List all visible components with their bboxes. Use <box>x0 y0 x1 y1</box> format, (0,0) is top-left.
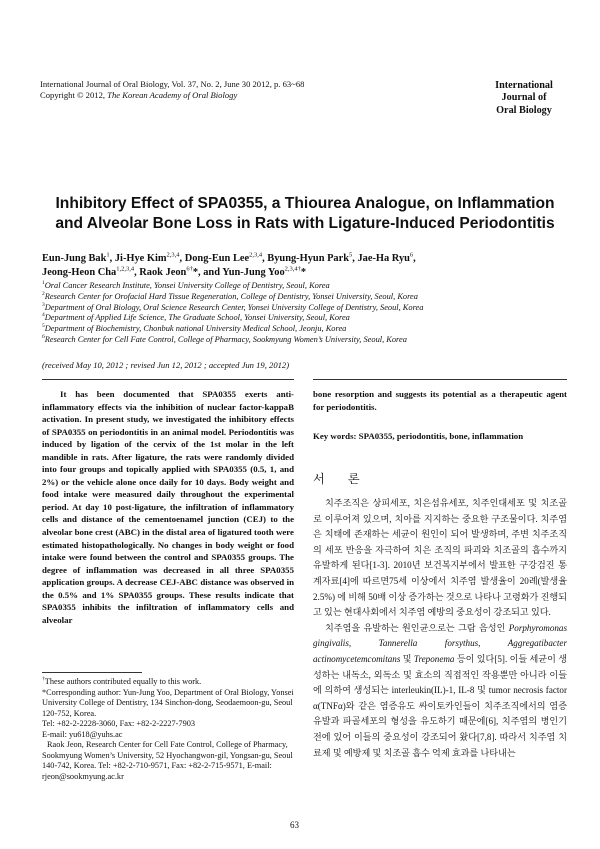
paper-title: Inhibitory Effect of SPA0355, a Thiourea Analogue, on Inflammation and Alveolar Bone Loss in Rats with Ligature-Induced Periodontitis <box>55 195 555 232</box>
affiliation <box>42 281 572 292</box>
body-p2-text-b: 및 <box>400 653 414 664</box>
section-heading: 서 론 <box>313 472 370 486</box>
footnote-email: E-mail: yu618@yuhs.ac <box>42 729 123 739</box>
footnote-corresponding: *Corresponding author: Yun-Jung Yoo, Department of Oral Biology, Yonsei University College of Dentistry, 134 Sinchon-dong, Seodaemoon-gu, Seoul 120-752, Korea. <box>42 687 294 718</box>
abstract-right: bone resorption and suggests its potential as a therapeutic agent for periodontitis. <box>313 389 567 412</box>
page-number: 63 <box>290 820 299 830</box>
journal-box-line-3: Oral Biology <box>496 104 552 116</box>
affiliation-text: Department of Applied Life Science, The Graduate School, Yonsei University, Seoul, Korea <box>44 313 350 323</box>
body-p2-text-a: 치주염을 유발하는 원인균으로는 그람 음성인 <box>325 622 509 633</box>
bacteria-species-2: Treponema <box>413 653 455 664</box>
author-name: Jeong-Heon Cha <box>42 266 117 278</box>
author-sup: 1,2,3,4 <box>116 265 135 273</box>
citation-line: International Journal of Oral Biology, Vol. 37, No. 2, June 30 2012, p. 63~68 <box>40 79 305 89</box>
copyright-line <box>40 90 460 101</box>
abstract-left <box>42 388 294 626</box>
body-p2-text-c: 등이 있다[5]. 이들 세균이 생성하는 내독소, 외독소 및 효소의 직접적인 작용뿐만 아니라 이들에 의하여 생성되는 interleukin(IL)-1, IL-8 및 tumor necrosis factor α(TNFα)와 같은 염증유도 싸이토카인들이 치주조직에서의 염증 유발과 파골세포의 형성을 유도하기 때문에[6], 치주염의 병인기전에 있어 이들의 중요성이 강조되어 왔다[7,8]. 따라서 치주염 치료제 및 예방제 및 치조골 흡수 억제 효과를 나타내는 <box>313 653 567 758</box>
affiliation-text: Oral Cancer Research Institute, Yonsei University College of Dentistry, Seoul, Korea <box>44 281 330 290</box>
author-sup: 2,3,4† <box>284 265 301 273</box>
body-paragraph-2 <box>313 621 567 761</box>
footnote-equal-contribution <box>42 677 296 688</box>
body-paragraph-1 <box>313 496 567 621</box>
journal-name-box <box>482 80 566 117</box>
affiliation <box>42 335 572 346</box>
author-sup: 2,3,4 <box>249 251 263 259</box>
received-dates: (received May 10, 2012 ; revised Jun 12, 2012 ; accepted Jun 19, 2012) <box>42 360 290 370</box>
author-sup: 5 <box>349 251 353 259</box>
abstract-divider-right <box>313 379 567 380</box>
affiliation-sup: 4 <box>42 312 45 319</box>
footnote-jeon: Raok Jeon, Research Center for Cell Fate Control, College of Pharmacy, Sookmyung Women’s University, 52 Hyochangwon-gil, Yongsan-gu, Seoul 140-742, Korea. Tel: +82-2-710-9571, Fax: +82-2-715-9571, E-mail: rjeon@sookmyung.ac.kr <box>42 740 293 781</box>
affiliation <box>42 292 572 303</box>
author-sup: 2,3,4 <box>166 251 180 259</box>
abstract-divider-left <box>42 379 294 380</box>
footnote-rule <box>42 672 142 673</box>
affiliation-text: Department of Oral Biology, Oral Science Research Center, Yonsei University College of Dentistry, Seoul, Korea <box>44 302 424 312</box>
author-name: Byung-Hyun Park <box>267 253 350 264</box>
author-sup: 6 <box>409 251 414 259</box>
affiliation-text: Research Center for Orofacial Hard Tissue Regeneration, College of Dentistry, Yonsei University, Seoul, Korea <box>44 291 418 301</box>
affiliation-sup: 6 <box>42 334 45 341</box>
author-name: Eun-Jung Bak <box>42 253 107 264</box>
affiliation <box>42 303 572 314</box>
journal-box-line-1: International <box>495 80 553 91</box>
footnote-text: These authors contributed equally to this work. <box>44 677 202 686</box>
author-name: Raok Jeon <box>139 266 187 278</box>
author-sup: 6† <box>186 265 193 273</box>
affiliation-sup: 1 <box>42 280 45 287</box>
bacteria-species-1: Porphyromonas gingivalis, Tannerella forsythus, Aggregatibacter actinomycetemcomitans <box>313 622 567 664</box>
author-name: Yun-Jung Yoo <box>222 266 285 278</box>
keywords: Key words: SPA0355, periodontitis, bone, inflammation <box>313 431 524 441</box>
footnote-tel: Tel: +82-2-2228-3060, Fax: +82-2-2227-7903 <box>42 719 196 728</box>
journal-citation <box>40 79 460 101</box>
affiliation-text: Department of Biochemistry, Chonbuk national University Medical School, Jeonju, Korea <box>44 324 347 334</box>
affiliation <box>42 313 572 324</box>
affiliation-sup: 2 <box>42 291 45 297</box>
copyright-text: Copyright © 2012, <box>40 90 108 100</box>
body-p1-text: 치주조직은 상피세포, 치은섬유세포, 치주인대세포 및 치조골로 이루어져 있으며, 치아를 지지하는 중요한 구조물이다. 치주염은 치태에 존재하는 세균이 원인이 되어 발생하며, 주변 치주조직의 세포 반응을 자극하여 치은 조직의 파괴와 치조골의 흡수까지 유발하게 된다[1-3]. 2010년 보건복지부에서 발표한 구강검진 통계자료[4]에 따르면75세 이상에서 치주염 발생율이 20례(발생율 2.5%) 에 비해 50배 이상 증가하는 것으로 나타나 고령화가 진행되고 있는 현대사회에서 치주염 예방의 중요성이 강조되고 있다. <box>313 498 567 618</box>
author-list: Eun-Jung Bak$^1$, Ji-Hye Kim$^{2,3,4}$, Dong-Eun Lee$^{2,3,4}$, Byung-Hyun Park$^5$, Jae-Ha Ryu$^6$, Jeong-Heon Cha$^{1,2,3,4}$, Raok Jeon$^{6\dagger}$*, and Yun-Jung Yoo$^{2,3,4\dagger}$* <box>42 251 416 278</box>
author-name: Dong-Eun Lee <box>184 253 250 264</box>
affiliation-sup: 3 <box>42 301 45 308</box>
affiliation-sup: 5 <box>42 323 45 330</box>
affiliation-text: Research Center for Cell Fate Control, College of Pharmacy, Sookmyung Women’s University, Seoul, Korea <box>44 334 407 344</box>
footnotes <box>42 677 296 782</box>
affiliation <box>42 324 572 335</box>
footnote-sup: † <box>42 676 45 683</box>
affiliation-list <box>42 281 572 346</box>
author-name: Ji-Hye Kim <box>114 253 167 264</box>
body-text <box>313 496 567 761</box>
copyright-society: The Korean Academy of Oral Biology <box>107 90 238 100</box>
author-name: Jae-Ha Ryu <box>357 253 410 264</box>
journal-box-line-2: Journal of <box>501 92 547 104</box>
abstract-text: It has been documented that SPA0355 exerts anti-inflammatory effects via the inhibition of nuclear factor-kappaB activation. In present study, we investigated the inhibitory effects of SPA0355 on periodontitis in an animal model. Periodontitis was induced by ligation of the cervix of the 1st molar in the left mandible in rats. After ligature, the rats were randomly divided into four groups and topically applied with SPA0355 (0.5, 1, and 2%) or the vehicle alone once daily for 10 days. Body weight and food intake were measured daily throughout the experimental period. At day 10 post-ligature, the infiltration of inflammatory cells and distance of the cementoenamel junction (CEJ) to the alveolar bone crest (ABC) in the distal area of ligatured tooth were estimated histopathologically. No changes in body weight or food intake were found between the control and SPA0355 groups. The degree of inflammation was decreased in all three SPA0355 application groups. A decrease CEJ-ABC distance was observed in the 0.5% and 1% SPA0355 groups. These results indicate that SPA0355 inhibits the infiltration of inflammatory cells and alveolar <box>42 389 294 625</box>
author-sup: 1 <box>106 251 110 259</box>
